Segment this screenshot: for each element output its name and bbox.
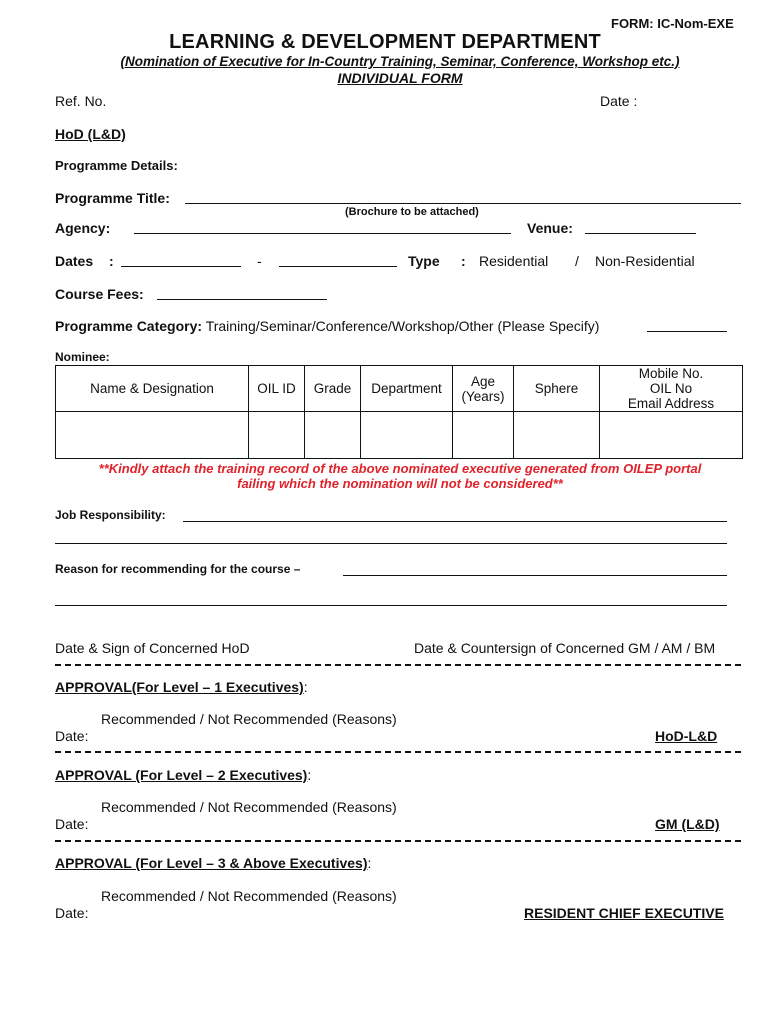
- dates-label: Dates: [55, 253, 94, 269]
- type-residential-option[interactable]: Residential: [479, 253, 549, 269]
- programme-category: [55, 318, 599, 334]
- hod-sign-label: Date & Sign of Concerned HoD: [55, 640, 250, 656]
- nominee-table: [55, 365, 743, 459]
- subtitle: (Nomination of Executive for In-Country Training, Seminar, Conference, Workshop etc.): [120, 54, 680, 69]
- attachment-notice-line2: failing which the nomination will not be considered**: [237, 476, 563, 491]
- agency-field[interactable]: [134, 233, 511, 234]
- form-code: FORM: IC-Nom-EXE: [611, 16, 734, 31]
- reason-label: Reason for recommending for the course –: [55, 562, 301, 576]
- type-separator: /: [575, 253, 579, 269]
- course-fees-field[interactable]: [157, 299, 327, 300]
- job-responsibility-label: Job Responsibility:: [55, 508, 166, 522]
- col-contact: [600, 366, 743, 412]
- col-grade: Grade: [305, 366, 361, 412]
- addressee: HoD (L&D): [55, 126, 126, 142]
- date-label: Date :: [600, 93, 638, 109]
- approval-level-2-colon: :: [307, 767, 312, 783]
- page-title: LEARNING & DEVELOPMENT DEPARTMENT: [169, 31, 601, 53]
- table-row: [56, 412, 743, 459]
- approval-level-1-authority: HoD-L&D: [655, 728, 718, 744]
- cell-oil-id[interactable]: [249, 412, 305, 459]
- form-type: INDIVIDUAL FORM: [337, 70, 463, 86]
- type-label: Type: [408, 253, 440, 269]
- agency-label: Agency:: [55, 220, 111, 236]
- col-age: [453, 366, 514, 412]
- venue-field[interactable]: [585, 233, 696, 234]
- cell-contact[interactable]: [600, 412, 743, 459]
- approval-level-3-date-label: Date:: [55, 905, 89, 921]
- cell-grade[interactable]: [305, 412, 361, 459]
- date-range-separator: -: [257, 253, 262, 269]
- col-contact-oil-no: OIL No: [649, 381, 693, 396]
- approval-level-2-heading: [55, 767, 311, 783]
- attachment-notice-line1: **Kindly attach the training record of the above nominated executive generated from OILEP portal: [98, 461, 702, 476]
- col-age-line2: (Years): [461, 388, 505, 404]
- date-from-field[interactable]: [121, 266, 241, 267]
- programme-category-options: Training/Seminar/Conference/Workshop/Other (Please Specify): [205, 318, 600, 334]
- col-contact-email: Email Address: [627, 396, 715, 411]
- programme-title-field[interactable]: [185, 203, 741, 204]
- reason-field-line2[interactable]: [55, 605, 727, 606]
- cell-department[interactable]: [361, 412, 453, 459]
- col-department: Department: [361, 366, 453, 412]
- approval-level-3-recommendation[interactable]: Recommended / Not Recommended (Reasons): [101, 888, 397, 904]
- col-age-line1: Age: [470, 373, 496, 389]
- section-divider: [55, 664, 741, 666]
- approval-level-2-authority: GM (L&D): [655, 816, 720, 832]
- approval-level-2-date-label: Date:: [55, 816, 89, 832]
- section-divider: [55, 840, 741, 842]
- cell-sphere[interactable]: [514, 412, 600, 459]
- job-responsibility-field[interactable]: [183, 521, 727, 522]
- type-colon: :: [461, 253, 466, 269]
- programme-title-label: Programme Title:: [55, 190, 170, 206]
- nominee-label: Nominee:: [55, 350, 110, 364]
- approval-level-1-title: APPROVAL(For Level – 1 Executives): [55, 679, 304, 695]
- dates-colon: :: [109, 253, 114, 269]
- course-fees-label: Course Fees:: [55, 286, 144, 302]
- programme-category-label: Programme Category:: [55, 318, 203, 334]
- approval-level-2-recommendation[interactable]: Recommended / Not Recommended (Reasons): [101, 799, 397, 815]
- approval-level-3-heading: [55, 855, 371, 871]
- venue-label: Venue:: [527, 220, 573, 236]
- cell-name-designation[interactable]: [56, 412, 249, 459]
- ref-no-label: Ref. No.: [55, 93, 107, 109]
- type-non-residential-option[interactable]: Non-Residential: [595, 253, 695, 269]
- approval-level-3-title: APPROVAL (For Level – 3 & Above Executives): [55, 855, 368, 871]
- approval-level-1-heading: [55, 679, 308, 695]
- job-responsibility-field-line2[interactable]: [55, 543, 727, 544]
- programme-category-other-field[interactable]: [647, 331, 727, 332]
- approval-level-1-date-label: Date:: [55, 728, 89, 744]
- approval-level-3-colon: :: [367, 855, 372, 871]
- date-to-field[interactable]: [279, 266, 397, 267]
- approval-level-1-recommendation[interactable]: Recommended / Not Recommended (Reasons): [101, 711, 397, 727]
- countersign-label: Date & Countersign of Concerned GM / AM / BM: [414, 640, 716, 656]
- approval-level-3-authority: RESIDENT CHIEF EXECUTIVE: [524, 905, 724, 921]
- col-name-designation: Name & Designation: [56, 366, 249, 412]
- section-divider: [55, 751, 741, 753]
- brochure-note: (Brochure to be attached): [345, 206, 479, 218]
- col-sphere: Sphere: [514, 366, 600, 412]
- reason-field[interactable]: [343, 575, 727, 576]
- programme-details-label: Programme Details:: [55, 158, 178, 173]
- table-header-row: [56, 366, 743, 412]
- approval-level-1-colon: :: [303, 679, 308, 695]
- col-contact-mobile: Mobile No.: [638, 366, 704, 381]
- approval-level-2-title: APPROVAL (For Level – 2 Executives): [55, 767, 308, 783]
- cell-age[interactable]: [453, 412, 514, 459]
- col-oil-id: OIL ID: [249, 366, 305, 412]
